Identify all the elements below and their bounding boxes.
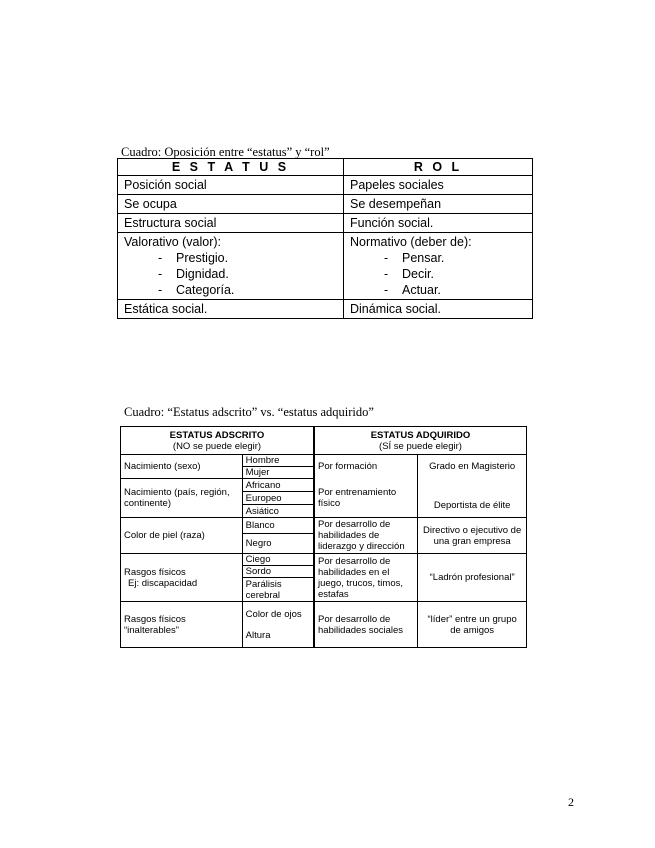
cell-europeo: Europeo xyxy=(242,492,314,505)
cell-deportista: Deportista de élite xyxy=(418,479,527,518)
cell-negro: Negro xyxy=(242,534,314,554)
cell-directivo: Directivo o ejecutivo de una gran empresa xyxy=(418,518,527,554)
list-item: - Prestigio. xyxy=(158,251,229,265)
cell-paralisis: Parálisis cerebral xyxy=(242,578,314,602)
cell-color-ojos-altura: Color de ojos Altura xyxy=(242,602,314,648)
cell-ladron: “Ladrón profesional” xyxy=(418,554,527,602)
list-item: - Actuar. xyxy=(384,283,441,297)
table1-caption: Cuadro: Oposición entre “estatus” y “rol” xyxy=(121,145,330,159)
header-estatus: E S T A T U S xyxy=(118,159,344,176)
cell-por-formacion: Por formación xyxy=(314,455,418,479)
header-adscrito: ESTATUS ADSCRITO (NO se puede elegir) xyxy=(121,427,315,455)
valorativo-title: Valorativo (valor): xyxy=(124,235,222,249)
table2-caption: Cuadro: “Estatus adscrito” vs. “estatus adquirido” xyxy=(124,405,374,419)
header-adquirido: ESTATUS ADQUIRIDO (SÍ se puede elegir) xyxy=(314,427,527,455)
cell-asiatico: Asiático xyxy=(242,505,314,518)
cell-por-entrenamiento: Por entrenamiento físico xyxy=(314,479,418,518)
cell-dinamica-social: Dinámica social. xyxy=(344,300,533,319)
list-item: - Dignidad. xyxy=(158,267,229,281)
cell-normativo xyxy=(344,233,533,300)
normativo-title: Normativo (deber de): xyxy=(350,235,472,249)
adscrito-adquirido-table xyxy=(120,426,527,648)
cell-color-piel: Color de piel (raza) xyxy=(121,518,243,554)
list-item: - Categoría. xyxy=(158,283,235,297)
page-number: 2 xyxy=(568,795,574,809)
header-rol: R O L xyxy=(344,159,533,176)
cell-posicion-social: Posición social xyxy=(118,176,344,195)
cell-estatica-social: Estática social. xyxy=(118,300,344,319)
list-item: - Pensar. xyxy=(384,251,445,265)
cell-se-desempenan: Se desempeñan xyxy=(344,195,533,214)
cell-grado-magisterio: Grado en Magisterio xyxy=(418,455,527,479)
cell-nacimiento-pais: Nacimiento (país, región, continente) xyxy=(121,479,243,518)
list-item: - Decir. xyxy=(384,267,434,281)
cell-ciego: Ciego xyxy=(242,554,314,566)
cell-africano: Africano xyxy=(242,479,314,492)
cell-mujer: Mujer xyxy=(242,467,314,479)
cell-por-sociales: Por desarrollo de habilidades sociales xyxy=(314,602,418,648)
cell-papeles-sociales: Papeles sociales xyxy=(344,176,533,195)
cell-estructura-social: Estructura social xyxy=(118,214,344,233)
cell-blanco: Blanco xyxy=(242,518,314,534)
cell-valorativo xyxy=(118,233,344,300)
cell-se-ocupa: Se ocupa xyxy=(118,195,344,214)
cell-por-liderazgo: Por desarrollo de habilidades de liderazgo y dirección xyxy=(314,518,418,554)
cell-hombre: Hombre xyxy=(242,455,314,467)
cell-rasgos-inalterables: Rasgos físicos “inalterables” xyxy=(121,602,243,648)
cell-funcion-social: Función social. xyxy=(344,214,533,233)
cell-lider: “líder” entre un grupo de amigos xyxy=(418,602,527,648)
cell-sordo: Sordo xyxy=(242,566,314,578)
cell-por-juego: Por desarrollo de habilidades en el juego, trucos, timos, estafas xyxy=(314,554,418,602)
cell-rasgos-fisicos: Rasgos físicos Ej: discapacidad xyxy=(121,554,243,602)
cell-nacimiento-sexo: Nacimiento (sexo) xyxy=(121,455,243,479)
estatus-rol-table xyxy=(117,158,533,319)
